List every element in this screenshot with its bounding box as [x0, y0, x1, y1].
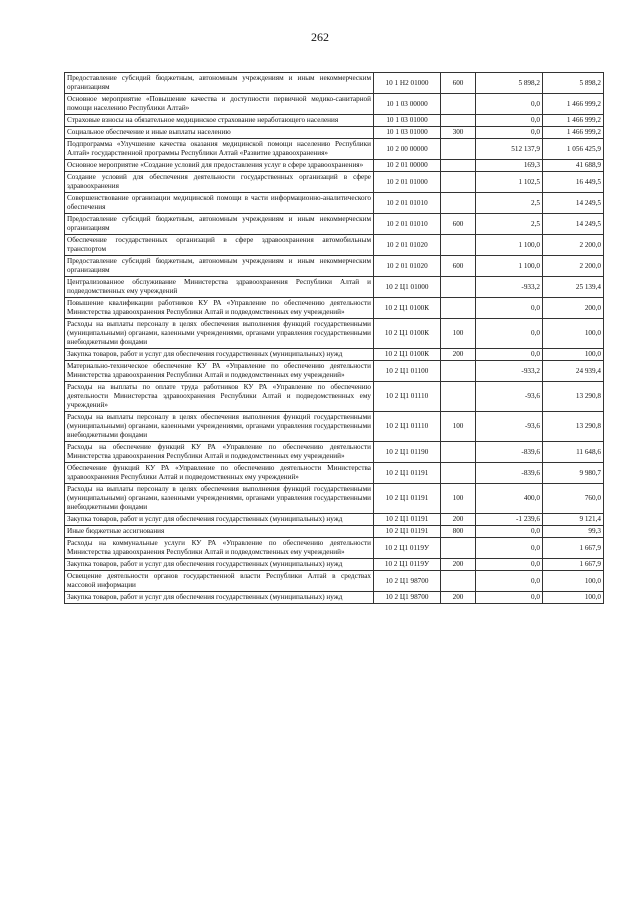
row-name-cell: Расходы на обеспечение функций КУ РА «Управление по обеспечению деятельности Министерства здравоохранения Республики Алтай и подведомственных ему учреждений» — [65, 442, 374, 463]
row-amount1-cell: -839,6 — [476, 463, 543, 484]
row-amount1-cell: 1 100,0 — [476, 256, 543, 277]
row-amount1-cell: 1 102,5 — [476, 172, 543, 193]
table-row — [65, 484, 604, 514]
table-row — [65, 139, 604, 160]
row-amount1-cell: 0,0 — [476, 571, 543, 592]
row-code-cell: 10 2 01 01000 — [374, 172, 441, 193]
row-code-cell: 10 2 Ц1 01191 — [374, 514, 441, 526]
row-type-cell: 200 — [441, 592, 476, 604]
row-type-cell: 100 — [441, 484, 476, 514]
table-row — [65, 235, 604, 256]
table-row — [65, 73, 604, 94]
row-amount1-cell: 0,0 — [476, 538, 543, 559]
row-name-cell: Закупка товаров, работ и услуг для обеспечения государственных (муниципальных) нужд — [65, 592, 374, 604]
row-name-cell: Подпрограмма «Улучшение качества оказания медицинской помощи населению Республики Алтай» государственной программы Республики Алтай «Развитие здравоохранения» — [65, 139, 374, 160]
row-amount2-cell: 760,0 — [543, 484, 604, 514]
row-name-cell: Создание условий для обеспечения деятельности государственных организаций в сфере здравоохранения — [65, 172, 374, 193]
row-amount2-cell: 14 249,5 — [543, 193, 604, 214]
row-amount2-cell: 2 200,0 — [543, 256, 604, 277]
row-amount2-cell: 11 648,6 — [543, 442, 604, 463]
row-name-cell: Централизованное обслуживание Министерства здравоохранения Республики Алтай и подведомственных ему учреждений — [65, 277, 374, 298]
row-amount1-cell: 0,0 — [476, 115, 543, 127]
row-name-cell: Основное мероприятие «Повышение качества и доступности первичной медико-санитарной помощи населению Республики Алтай» — [65, 94, 374, 115]
row-name-cell: Закупка товаров, работ и услуг для обеспечения государственных (муниципальных) нужд — [65, 514, 374, 526]
row-name-cell: Обеспечение функций КУ РА «Управление по обеспечению деятельности Министерства здравоохранения Республики Алтай и подведомственных ему учреждений» — [65, 463, 374, 484]
row-amount2-cell: 14 249,5 — [543, 214, 604, 235]
row-name-cell: Закупка товаров, работ и услуг для обеспечения государственных (муниципальных) нужд — [65, 349, 374, 361]
row-amount2-cell: 24 939,4 — [543, 361, 604, 382]
row-amount2-cell: 13 290,8 — [543, 382, 604, 412]
row-code-cell: 10 1 Н2 01000 — [374, 73, 441, 94]
row-type-cell — [441, 382, 476, 412]
row-type-cell: 600 — [441, 73, 476, 94]
row-type-cell — [441, 172, 476, 193]
row-amount2-cell: 1 466 999,2 — [543, 94, 604, 115]
row-type-cell — [441, 463, 476, 484]
row-code-cell: 10 2 Ц1 01110 — [374, 382, 441, 412]
budget-table-body — [65, 73, 604, 604]
row-name-cell: Предоставление субсидий бюджетным, автономным учреждениям и иным некоммерческим организациям — [65, 73, 374, 94]
row-amount2-cell: 100,0 — [543, 319, 604, 349]
row-code-cell: 10 2 Ц1 98700 — [374, 592, 441, 604]
row-type-cell: 800 — [441, 526, 476, 538]
table-row — [65, 382, 604, 412]
row-code-cell: 10 2 Ц1 01100 — [374, 361, 441, 382]
row-code-cell: 10 2 01 01020 — [374, 235, 441, 256]
row-amount2-cell: 25 139,4 — [543, 277, 604, 298]
row-code-cell: 10 1 03 01000 — [374, 127, 441, 139]
table-row — [65, 526, 604, 538]
row-amount2-cell: 2 200,0 — [543, 235, 604, 256]
row-type-cell: 200 — [441, 349, 476, 361]
table-row — [65, 193, 604, 214]
row-amount2-cell: 100,0 — [543, 571, 604, 592]
table-row — [65, 571, 604, 592]
table-row — [65, 559, 604, 571]
table-row — [65, 277, 604, 298]
row-type-cell: 200 — [441, 514, 476, 526]
table-row — [65, 463, 604, 484]
row-name-cell: Иные бюджетные ассигнования — [65, 526, 374, 538]
row-amount2-cell: 100,0 — [543, 349, 604, 361]
table-row — [65, 214, 604, 235]
row-amount2-cell: 9 980,7 — [543, 463, 604, 484]
row-code-cell: 10 2 00 00000 — [374, 139, 441, 160]
row-amount2-cell: 1 466 999,2 — [543, 127, 604, 139]
row-type-cell — [441, 94, 476, 115]
row-name-cell: Материально-техническое обеспечение КУ РА «Управление по обеспечению деятельности Министерства здравоохранения Республики Алтай и подведомственных ему учреждений» — [65, 361, 374, 382]
table-row — [65, 172, 604, 193]
table-row — [65, 298, 604, 319]
row-code-cell: 10 2 Ц1 0100К — [374, 319, 441, 349]
row-amount1-cell: -93,6 — [476, 382, 543, 412]
row-name-cell: Расходы на выплаты по оплате труда работников КУ РА «Управление по обеспечению деятельности Министерства здравоохранения Республики Алтай и подведомственных ему учреждений» — [65, 382, 374, 412]
row-name-cell: Повышение квалификации работников КУ РА «Управление по обеспечению деятельности Министерства здравоохранения Республики Алтай и подведомственных ему учреждений» — [65, 298, 374, 319]
row-amount2-cell: 1 667,9 — [543, 538, 604, 559]
row-amount1-cell: 0,0 — [476, 559, 543, 571]
row-amount1-cell: 512 137,9 — [476, 139, 543, 160]
row-name-cell: Расходы на выплаты персоналу в целях обеспечения выполнения функций государственными (муниципальными) органами, казенными учреждениями, органами управления государственными внебюджетными фондами — [65, 412, 374, 442]
table-row — [65, 349, 604, 361]
row-code-cell: 10 2 01 00000 — [374, 160, 441, 172]
row-name-cell: Социальное обеспечение и иные выплаты населению — [65, 127, 374, 139]
row-type-cell: 100 — [441, 319, 476, 349]
row-code-cell: 10 2 Ц1 01000 — [374, 277, 441, 298]
row-name-cell: Расходы на выплаты персоналу в целях обеспечения выполнения функций государственными (муниципальными) органами, казенными учреждениями, органами управления государственными внебюджетными фондами — [65, 484, 374, 514]
row-amount1-cell: 400,0 — [476, 484, 543, 514]
row-name-cell: Расходы на выплаты персоналу в целях обеспечения выполнения функций государственными (муниципальными) органами, казенными учреждениями, органами управления государственными внебюджетными фондами — [65, 319, 374, 349]
row-amount1-cell: 0,0 — [476, 94, 543, 115]
row-amount1-cell: 0,0 — [476, 298, 543, 319]
table-row — [65, 361, 604, 382]
row-type-cell — [441, 193, 476, 214]
row-amount1-cell: 0,0 — [476, 526, 543, 538]
table-row — [65, 127, 604, 139]
row-name-cell: Закупка товаров, работ и услуг для обеспечения государственных (муниципальных) нужд — [65, 559, 374, 571]
row-code-cell: 10 2 Ц1 0100К — [374, 349, 441, 361]
row-type-cell — [441, 235, 476, 256]
table-row — [65, 319, 604, 349]
row-type-cell — [441, 139, 476, 160]
row-amount1-cell: 5 898,2 — [476, 73, 543, 94]
table-row — [65, 412, 604, 442]
row-amount1-cell: -93,6 — [476, 412, 543, 442]
row-code-cell: 10 2 Ц1 0119У — [374, 559, 441, 571]
row-code-cell: 10 2 Ц1 01191 — [374, 484, 441, 514]
row-amount2-cell: 100,0 — [543, 592, 604, 604]
row-amount2-cell: 1 667,9 — [543, 559, 604, 571]
row-name-cell: Предоставление субсидий бюджетным, автономным учреждениям и иным некоммерческим организациям — [65, 256, 374, 277]
row-name-cell: Предоставление субсидий бюджетным, автономным учреждениям и иным некоммерческим организациям — [65, 214, 374, 235]
budget-table — [64, 72, 604, 604]
row-amount2-cell: 200,0 — [543, 298, 604, 319]
row-type-cell — [441, 361, 476, 382]
row-amount1-cell: -933,2 — [476, 277, 543, 298]
row-code-cell: 10 2 01 01020 — [374, 256, 441, 277]
row-amount2-cell: 13 290,8 — [543, 412, 604, 442]
row-amount1-cell: 0,0 — [476, 349, 543, 361]
row-name-cell: Совершенствование организации медицинской помощи в части информационно-аналитического обеспечения — [65, 193, 374, 214]
table-row — [65, 256, 604, 277]
row-code-cell: 10 2 Ц1 01191 — [374, 463, 441, 484]
row-name-cell: Освещение деятельности органов государственной власти Республики Алтай в средствах массовой информации — [65, 571, 374, 592]
row-code-cell: 10 1 03 01000 — [374, 115, 441, 127]
table-row — [65, 442, 604, 463]
row-type-cell: 600 — [441, 214, 476, 235]
row-amount2-cell: 9 121,4 — [543, 514, 604, 526]
row-amount1-cell: 0,0 — [476, 127, 543, 139]
row-code-cell: 10 2 Ц1 0119У — [374, 538, 441, 559]
table-row — [65, 538, 604, 559]
row-name-cell: Страховые взносы на обязательное медицинское страхование неработающего населения — [65, 115, 374, 127]
row-name-cell: Расходы на коммунальные услуги КУ РА «Управление по обеспечению деятельности Министерства здравоохранения Республики Алтай и подведомственных ему учреждений» — [65, 538, 374, 559]
row-amount1-cell: 0,0 — [476, 592, 543, 604]
row-name-cell: Обеспечение государственных организаций в сфере здравоохранения автомобильным транспортом — [65, 235, 374, 256]
row-amount2-cell: 99,3 — [543, 526, 604, 538]
row-amount1-cell: 2,5 — [476, 214, 543, 235]
row-amount1-cell: -1 239,6 — [476, 514, 543, 526]
row-amount2-cell: 16 449,5 — [543, 172, 604, 193]
row-type-cell — [441, 277, 476, 298]
row-code-cell: 10 2 Ц1 98700 — [374, 571, 441, 592]
row-type-cell: 100 — [441, 412, 476, 442]
row-amount2-cell: 1 056 425,9 — [543, 139, 604, 160]
row-amount1-cell: -839,6 — [476, 442, 543, 463]
page-number: 262 — [311, 30, 329, 44]
row-amount1-cell: 169,3 — [476, 160, 543, 172]
row-type-cell — [441, 538, 476, 559]
table-row — [65, 115, 604, 127]
row-code-cell: 10 2 Ц1 01110 — [374, 412, 441, 442]
table-row — [65, 514, 604, 526]
row-amount2-cell: 1 466 999,2 — [543, 115, 604, 127]
row-amount1-cell: -933,2 — [476, 361, 543, 382]
table-row — [65, 592, 604, 604]
row-type-cell — [441, 298, 476, 319]
row-code-cell: 10 2 Ц1 01191 — [374, 526, 441, 538]
row-name-cell: Основное мероприятие «Создание условий для предоставления услуг в сфере здравоохранения» — [65, 160, 374, 172]
row-amount2-cell: 41 688,9 — [543, 160, 604, 172]
row-type-cell: 200 — [441, 559, 476, 571]
row-type-cell — [441, 160, 476, 172]
row-type-cell — [441, 571, 476, 592]
row-type-cell: 600 — [441, 256, 476, 277]
table-row — [65, 94, 604, 115]
row-type-cell: 300 — [441, 127, 476, 139]
table-row — [65, 160, 604, 172]
row-amount2-cell: 5 898,2 — [543, 73, 604, 94]
row-amount1-cell: 0,0 — [476, 319, 543, 349]
row-code-cell: 10 1 03 00000 — [374, 94, 441, 115]
row-type-cell — [441, 115, 476, 127]
row-amount1-cell: 2,5 — [476, 193, 543, 214]
row-type-cell — [441, 442, 476, 463]
row-code-cell: 10 2 01 01010 — [374, 214, 441, 235]
row-code-cell: 10 2 Ц1 01190 — [374, 442, 441, 463]
row-amount1-cell: 1 100,0 — [476, 235, 543, 256]
row-code-cell: 10 2 Ц1 0100К — [374, 298, 441, 319]
row-code-cell: 10 2 01 01010 — [374, 193, 441, 214]
